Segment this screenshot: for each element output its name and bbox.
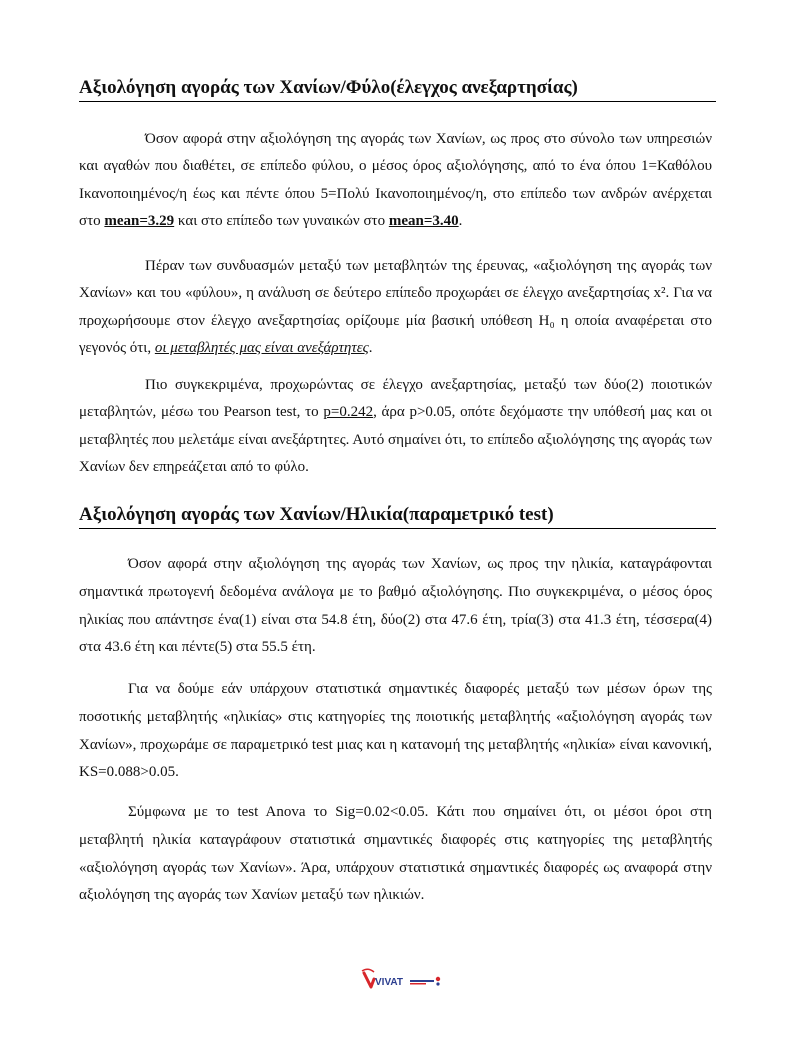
paragraph-text: Πιο συγκεκριμένα, προχωρώντας σε έλεγχο ανεξαρτησίας, μεταξύ των δύο(2) ποιοτικών μεταβλητών, μέσω του Pearson test, το (79, 377, 712, 421)
paragraph-gender-means (79, 126, 712, 235)
p-value: p=0.242 (323, 404, 374, 421)
vivat-logo-icon (360, 965, 444, 991)
paragraph-text: , άρα p>0.05, οπότε δεχόμαστε την υπόθεσή μας και οι μεταβλητές που μελετάμε είναι ανεξάρτητες. Αυτό σημαίνει ότι, το επίπεδο αξιολόγησης της αγοράς των Χανίων δεν επηρεάζεται από το φύλο. (79, 404, 712, 475)
paragraph-pearson-test (79, 372, 712, 481)
paragraph-anova-result: Σύμφωνα με το test Anova το Sig=0.02<0.05. Κάτι που σημαίνει ότι, οι μέσοι όροι στη μεταβλητή ηλικία καταγράφουν στατιστικά σημαντικές διαφορές στις κατηγορίες της μεταβλητής «αξιολόγηση αγοράς των Χανίων». Άρα, υπάρχουν στατιστικά σημαντικές διαφορές ως αναφορά στην αξιολόγηση της αγοράς των Χανίων μεταξύ των ηλικιών. (79, 804, 712, 904)
paragraph-age-means: Όσον αφορά στην αξιολόγηση της αγοράς των Χανίων, ως προς την ηλικία, καταγράφονται σημαντικά πρωτογενή δεδομένα ανάλογα με το βαθμό αξιολόγησης. Πιο συγκεκριμένα, ο μέσος όρος ηλικίας που απάντησε ένα(1) είναι στα 54.8 έτη, δύο(2) στα 47.6 έτη, τρία(3) στα 41.3 έτη, τέσσερα(4) στα 43.6 έτη και πέντε(5) στα 55.5 έτη. (79, 556, 712, 656)
mean-women-value: mean=3.40 (388, 212, 459, 229)
paragraph-text: . (368, 339, 373, 356)
paragraph-independence-hypothesis (79, 253, 712, 362)
mean-men-value: mean=3.29 (104, 212, 175, 229)
paragraph-text: Πέραν των συνδυασμών μεταξύ των μεταβλητών της έρευνας, «αξιολόγηση της αγοράς των Χανίων» και του «φύλου», η ανάλυση σε δεύτερο επίπεδο προχωράει σε έλεγχο ανεξαρτησίας x². Για να προχωρήσουμε στον έλεγχο ανεξαρτησίας ορίζουμε μία βασική υπόθεση H₀ η οποία αναφέρεται στο γεγονός ότι, (79, 258, 712, 356)
section-heading-age: Αξιολόγηση αγοράς των Χανίων/Ηλικία(παραμετρικό test) (79, 504, 716, 529)
paragraph-text: και στο επίπεδο των γυναικών στο (174, 212, 389, 229)
paragraph-parametric-test: Για να δούμε εάν υπάρχουν στατιστικά σημαντικές διαφορές μεταξύ των μέσων όρων της ποσοτικής μεταβλητής «ηλικίας» στις κατηγορίες της ποιοτικής μεταβλητής «αξιολόγηση αγοράς των Χανίων», προχωράμε σε παραμετρικό test μιας και η κατανομή της μεταβλητής «ηλικία» είναι κανονική, KS=0.088>0.05. (79, 681, 712, 781)
logo-text: VIVAT (375, 977, 403, 988)
section-heading-gender: Αξιολόγηση αγοράς των Χανίων/Φύλο(έλεγχος ανεξαρτησίας) (79, 77, 716, 102)
paragraph-text: Όσον αφορά στην αξιολόγηση της αγοράς των Χανίων, ως προς στο σύνολο των υπηρεσιών και αγαθών που διαθέτει, σε επίπεδο φύλου, ο μέσος όρος αξιολόγησης, από το ένα όπου 1=Καθόλου Ικανοποιημένος/η έως και πέντε όπου 5=Πολύ Ικανοποιημένος/η, στο επίπεδο των ανδρών ανέρχεται στο (79, 131, 712, 229)
paragraph-text: . (458, 212, 463, 229)
hypothesis-emphasis: οι μεταβλητές μας είναι ανεξάρτητες (154, 339, 369, 356)
